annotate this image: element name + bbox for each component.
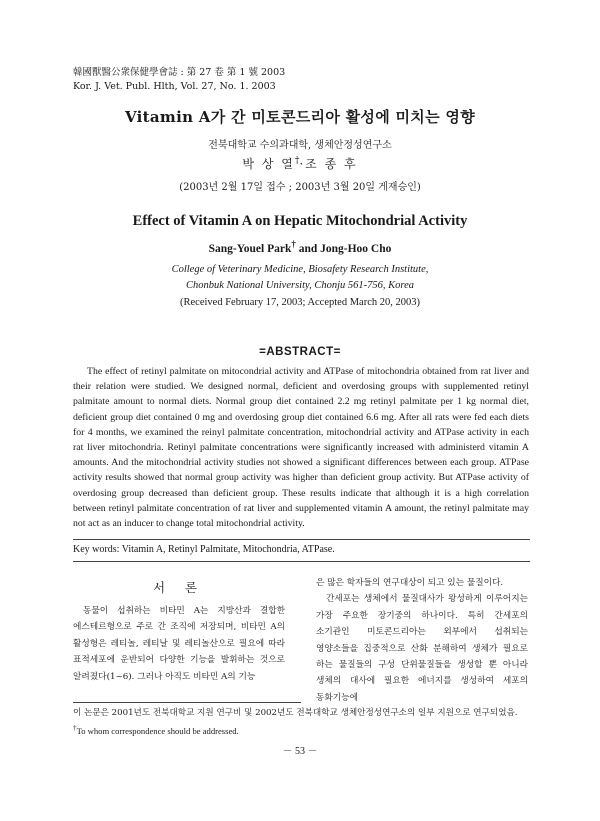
korean-affiliation: 전북대학교 수의과대학, 생체안정성연구소	[208, 140, 392, 151]
author-separator: ·	[299, 157, 306, 171]
page-number: － 53 －	[282, 746, 318, 757]
journal-line-korean: 韓國獸醫公衆保健學會誌 : 第 27 卷 第 1 號 2003	[73, 67, 286, 78]
english-affiliation	[0, 262, 600, 294]
footnote-dagger: †	[73, 724, 77, 732]
intro-right-column	[316, 575, 528, 706]
english-title: Effect of Vitamin A on Hepatic Mitochondrial Activity	[132, 213, 468, 229]
footnote-correspondence	[73, 721, 543, 739]
intro-right-paragraph-2: 간세포는 생체에서 물질대사가 왕성하게 이루어지는 가장 주요한 장기중의 하나이다. 특히 간세포의 소기관인 미토콘드리아는 외부에서 섭취되는 영양소들을 집중적으로 산화 분해하여 생체가 필요로 하는 물질들의 구성 단위물질들을 생성할 뿐 아니라 생체의 대사에 필요한 에너지를 생성하여 세포의 동화기능에	[316, 594, 528, 703]
dagger-mark-en: †	[291, 239, 296, 249]
introduction-heading: 서 론	[152, 580, 206, 595]
intro-right-paragraph-1: 은 많은 학자들의 연구대상이 되고 있는 물질이다.	[316, 578, 504, 588]
dagger-mark: †	[294, 156, 300, 166]
korean-received-date: (2003년 2월 17일 접수 ; 2003년 3월 20일 게재승인)	[179, 182, 421, 193]
keywords-text: Vitamin A, Retinyl Palmitate, Mitochondria, ATPase.	[121, 544, 335, 555]
english-affiliation-line-1: College of Veterinary Medicine, Biosafety Research Institute,	[171, 264, 429, 275]
footnote-divider	[73, 702, 301, 703]
footnote-funding: 이 논문은 2001년도 전북대학교 지원 연구비 및 2002년도 전북대학교 생체안정성연구소의 일부 지원으로 연구되었음.	[73, 708, 518, 718]
intro-left-column: 동물이 섭취하는 비타민 A는 지방산과 결합한 에스테르형으로 주로 간 조직에 저장되며, 비타민 A의 활성형은 레티놀, 레티날 및 레티놀산으로 필요에 따라 표적세포에 운반되어 다양한 기능을 발휘하는 것으로 알려졌다(1~6). 그러나 아직도 비타민 A의 기능	[73, 606, 285, 682]
journal-line-english: Kor. J. Vet. Publ. Hlth, Vol. 27, No. 1. 2003	[73, 81, 276, 92]
abstract-divider	[73, 539, 530, 540]
korean-title: Vitamin A가 간 미토콘드리아 활성에 미치는 영향	[124, 108, 475, 126]
footnote-correspondence-text: To whom correspondence should be addressed.	[76, 725, 239, 736]
english-author-1: Sang-Youel Park	[208, 242, 292, 255]
footnotes	[73, 706, 543, 739]
keywords-label: Key words:	[73, 544, 120, 555]
english-author-2: and Jong-Hoo Cho	[298, 242, 392, 255]
english-authors	[0, 239, 600, 255]
keywords-line	[73, 544, 335, 555]
english-affiliation-line-2: Chonbuk National University, Chonju 561-756, Korea	[186, 280, 414, 291]
abstract-text: The effect of retinyl palmitate on mitocondrial activity and ATPase of mitochondria obtained from rat liver and their relation were studied. We designed normal, deficient and overdosing groups with supplemented retinyl palmitate amount to normal diets. Normal group diet contained 2.2 mg retinyl palmitate per 1 kg normal diet, deficient group diet contained 0 mg and overdosing group diet contained 6.6 mg. After all rats were fed each diets for 4 months, we examined the reinyl palmitate concentration, mitochondrial activity and ATPase activity in each rat liver mitochondria. Retinyl palmitate concentrations were significantly increased with administerd vitamin A amounts. And the mitochondrial activity studies not showed a significant differences between each group. ATPase activity results showed that normal group activity was higher than deficient group activity. But ATPase activity of overdosing group decreased than deficient group. These results indicate that although it is a high correlation between retinyl palmitate concentration of rat liver and supplemented vitamin A amount, the retinyl palmitate may not act as an inducer to change total mitochondrial activity.	[73, 366, 529, 530]
korean-authors	[0, 155, 600, 172]
korean-author-2: 조 종 후	[305, 157, 358, 171]
journal-header	[73, 66, 285, 94]
keywords-divider	[73, 561, 530, 562]
english-received-date: (Received February 17, 2003; Accepted March 20, 2003)	[180, 297, 420, 308]
abstract-heading: =ABSTRACT=	[259, 346, 341, 358]
korean-author-1: 박 상 열	[242, 157, 295, 171]
